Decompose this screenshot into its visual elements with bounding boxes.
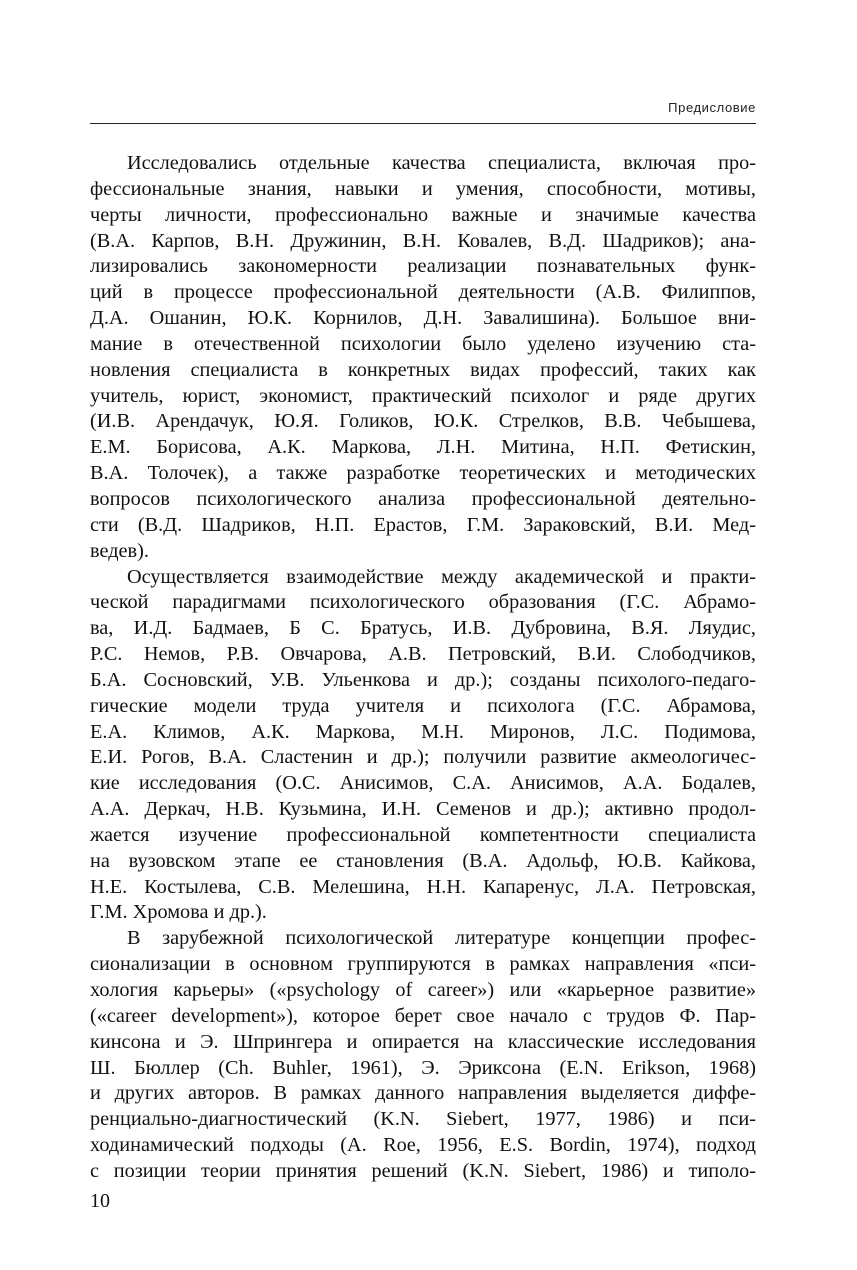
text-line: сти (В.Д. Шадриков, Н.П. Ерастов, Г.М. Зараковский, В.И. Мед- [90,513,756,536]
text-line: сионализации в основном группируются в рамках направления «пси- [90,953,756,976]
text-line: Исследовались отдельные качества специалиста, включая про- [127,152,756,174]
text-line: вопросов психологического анализа профессиональной деятельно- [90,487,756,510]
text-line: ренциально-диагностический (K.N. Siebert, 1977, 1986) и пси- [90,1108,756,1131]
text-line: Осуществляется взаимодействие между академической и практи- [127,565,756,588]
text-line: Е.М. Борисова, А.К. Маркова, Л.Н. Митина, Н.П. Фетискин, [90,436,756,459]
paragraph-3 [90,926,756,1184]
text-line: ческой парадигмами психологического образования (Г.С. Абрамо- [90,591,756,614]
text-line: (В.А. Карпов, В.Н. Дружинин, В.Н. Ковалев, В.Д. Шадриков); ана- [90,229,756,252]
page-number: 10 [90,1190,110,1212]
body-text [90,151,756,1185]
text-line: ведев). [90,539,149,562]
text-line: и других авторов. В рамках данного направления выделяется диффе- [90,1082,756,1105]
header-rule [90,123,756,124]
text-line: («career development»), которое берет свое начало с трудов Ф. Пар- [90,1004,756,1027]
text-line: хология карьеры» («psychology of career») или «карьерное развитие» [90,979,756,1001]
text-line: лизировались закономерности реализации познавательных функ- [90,255,756,278]
text-line: Г.М. Хромова и др.). [90,901,267,924]
text-line: новления специалиста в конкретных видах профессий, таких как [90,358,756,381]
text-line: мание в отечественной психологии было уделено изучению ста- [90,332,756,355]
text-line: В зарубежной психологической литературе концепции профес- [127,927,756,950]
text-line: на вузовском этапе ее становления (В.А. Адольф, Ю.В. Кайкова, [90,849,756,872]
text-line: кинсона и Э. Шпрингера и опирается на классические исследования [90,1030,756,1053]
text-line: Н.Е. Костылева, С.В. Мелешина, Н.Н. Капаренус, Л.А. Петровская, [90,875,756,898]
text-line: черты личности, профессионально важные и значимые качества [90,203,756,226]
text-line: Ш. Бюллер (Ch. Buhler, 1961), Э. Эриксона (E.N. Erikson, 1968) [90,1056,756,1079]
text-line: Д.А. Ошанин, Ю.К. Корнилов, Д.Н. Завалишина). Большое вни- [90,307,756,330]
text-line: ходинамический подходы (A. Roe, 1956, E.S. Bordin, 1974), подход [90,1134,756,1157]
text-line: Р.С. Немов, Р.В. Овчарова, А.В. Петровский, В.И. Слободчиков, [90,643,756,666]
text-line: Б.А. Сосновский, У.В. Ульенкова и др.); созданы психолого-педаго- [90,668,756,691]
text-line: (И.В. Арендачук, Ю.Я. Голиков, Ю.К. Стрелков, В.В. Чебышева, [90,410,756,433]
paragraph-2 [90,565,756,927]
running-header: Предисловие [668,100,756,115]
text-line: гические модели труда учителя и психолога (Г.С. Абрамова, [90,694,756,717]
text-line: кие исследования (О.С. Анисимов, С.А. Анисимов, А.А. Бодалев, [90,772,756,795]
text-line: жается изучение профессиональной компетентности специалиста [90,823,756,846]
text-line: фессиональные знания, навыки и умения, способности, мотивы, [90,177,756,200]
paragraph-1 [90,151,756,565]
text-line: ций в процессе профессиональной деятельности (А.В. Филиппов, [90,281,756,304]
text-line: Е.А. Климов, А.К. Маркова, М.Н. Миронов, Л.С. Подимова, [90,720,756,743]
text-line: Е.И. Рогов, В.А. Сластенин и др.); получили развитие акмеологичес- [90,746,756,769]
text-line: А.А. Деркач, Н.В. Кузьмина, И.Н. Семенов и др.); активно продол- [90,798,756,821]
text-line: учитель, юрист, экономист, практический психолог и ряде других [90,384,756,407]
text-line: В.А. Толочек), а также разработке теоретических и методических [90,462,756,485]
text-line: с позиции теории принятия решений (K.N. Siebert, 1986) и типоло- [90,1159,756,1182]
text-line: ва, И.Д. Бадмаев, Б С. Братусь, И.В. Дубровина, В.Я. Ляудис, [90,617,756,640]
